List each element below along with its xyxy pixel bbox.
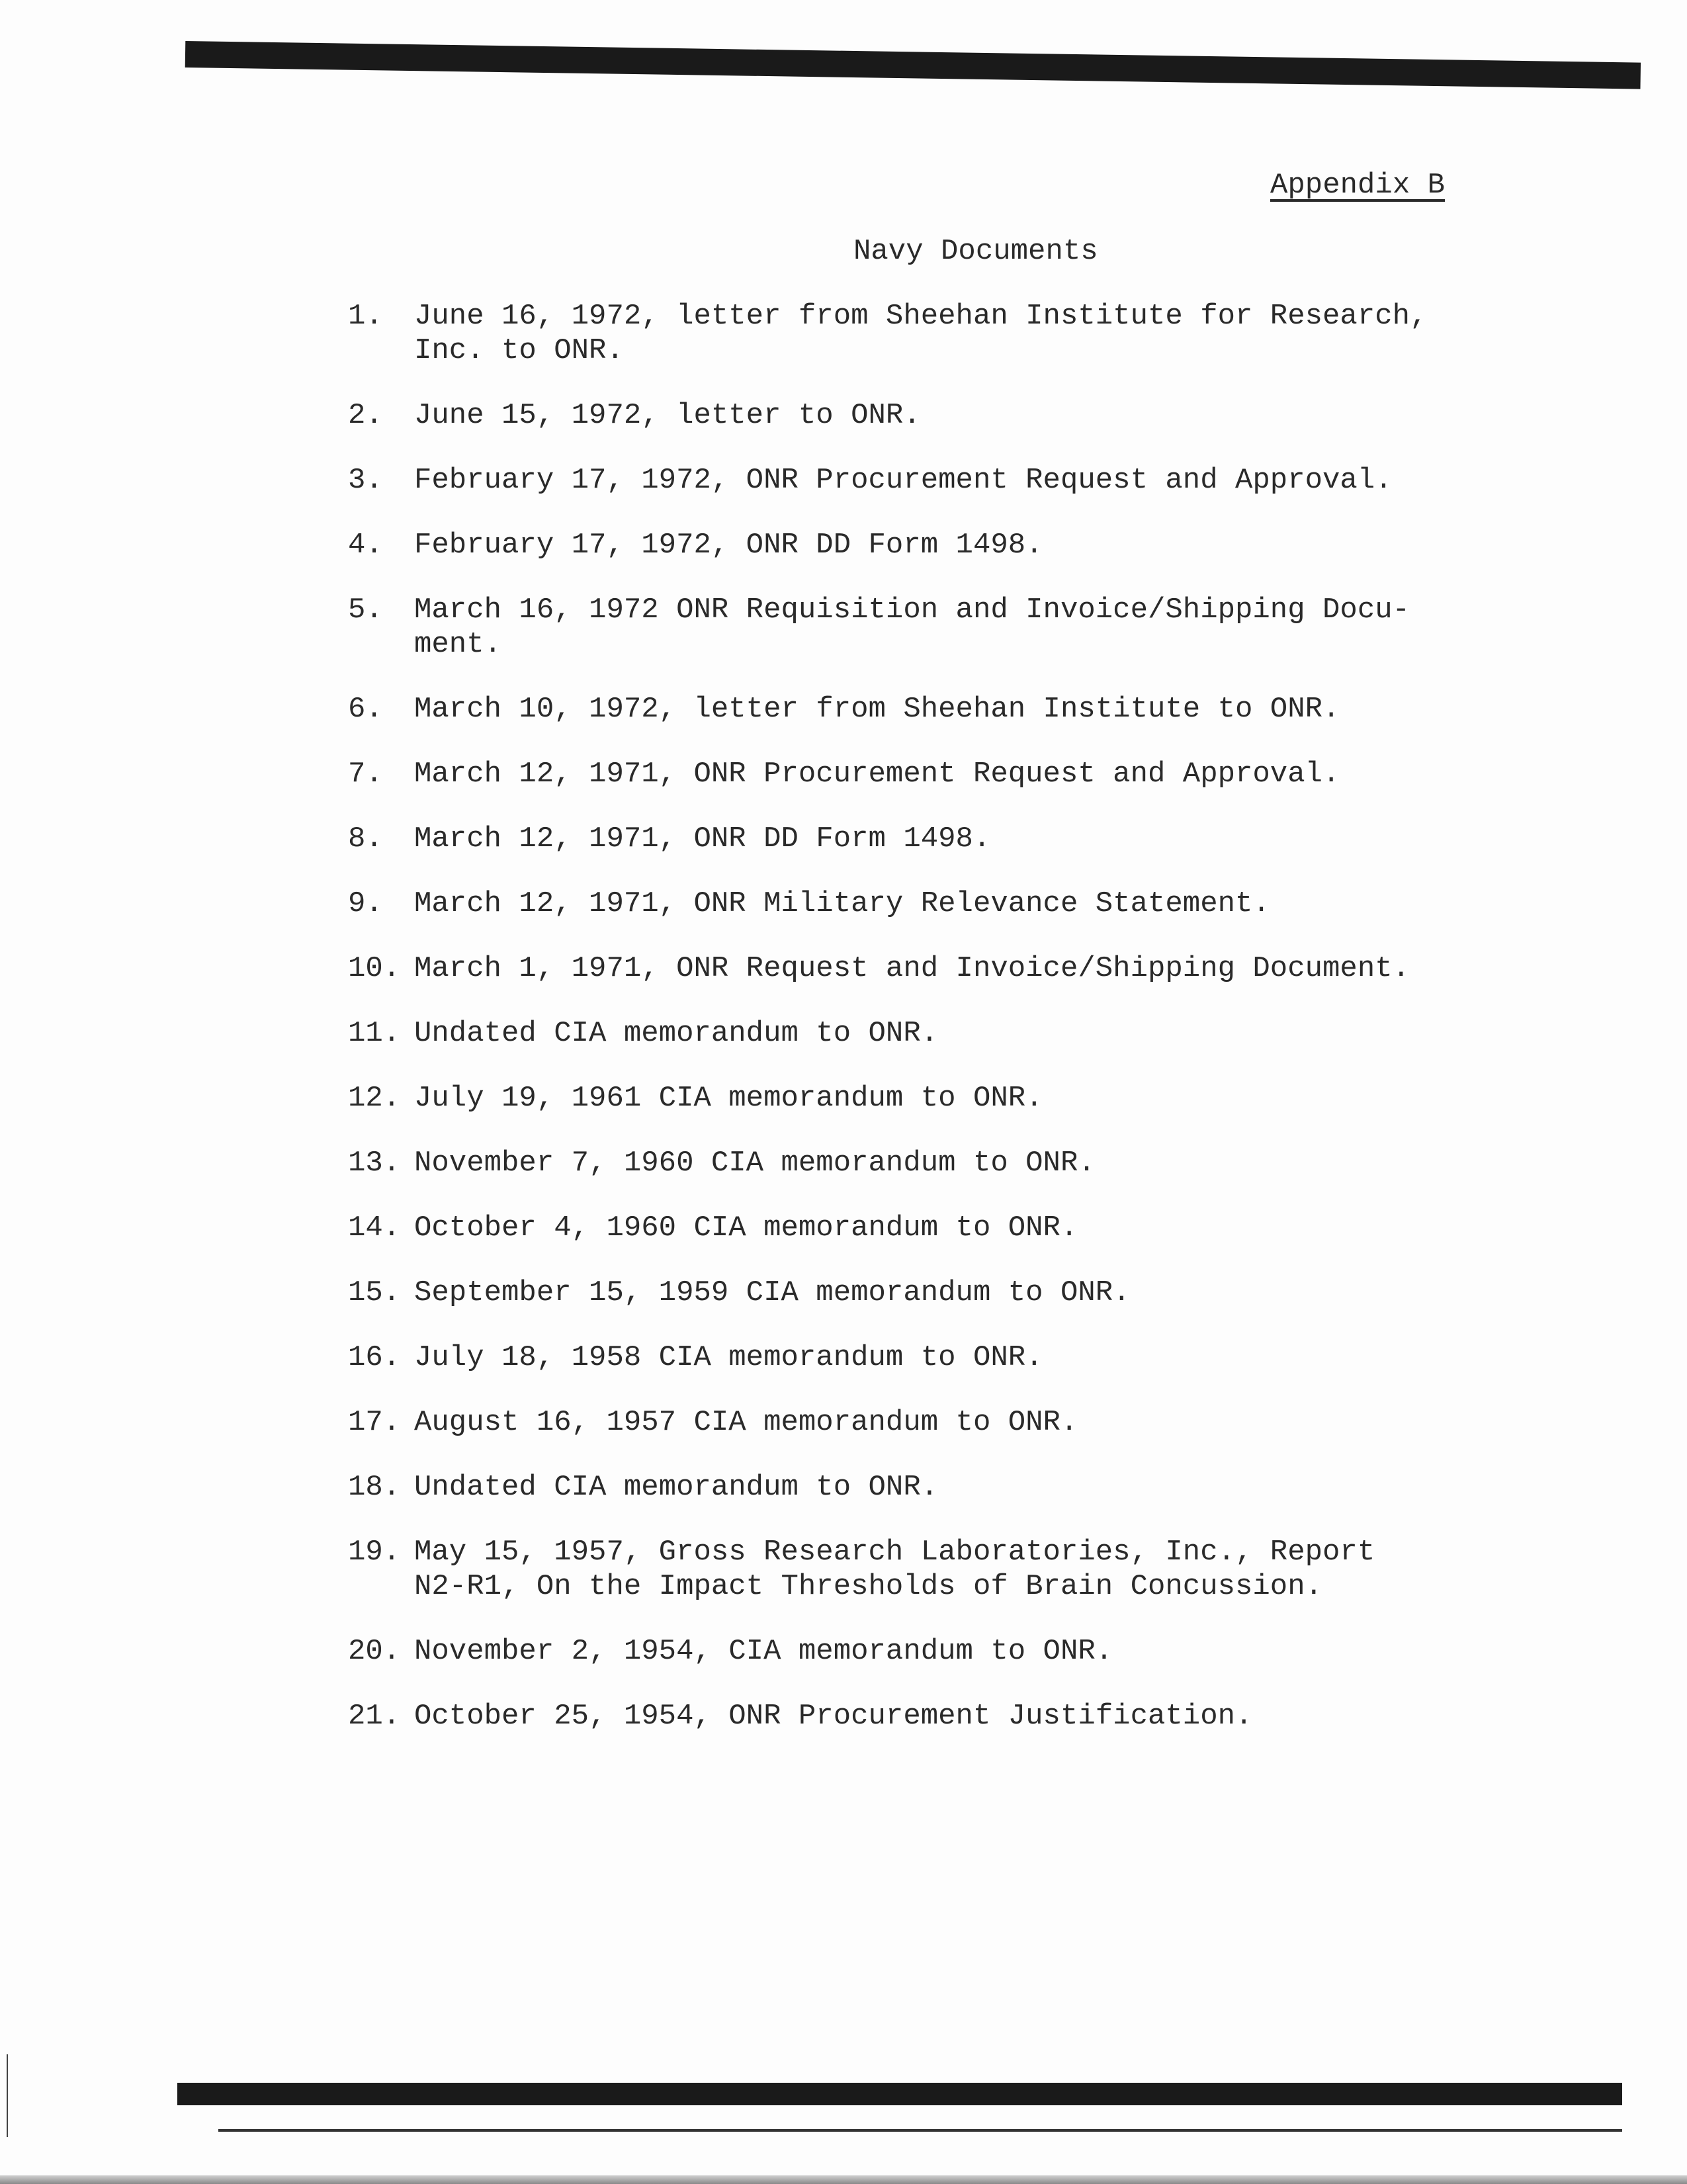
item-number: 21. xyxy=(348,1700,401,1733)
item-text: March 16, 1972 ONR Requisition and Invoice/Shipping Docu- ment. xyxy=(414,593,1410,661)
bottom-scan-bar xyxy=(177,2083,1622,2105)
item-number: 1. xyxy=(348,300,383,333)
item-text: Undated CIA memorandum to ONR. xyxy=(414,1017,939,1050)
item-text: October 25, 1954, ONR Procurement Justification. xyxy=(414,1700,1253,1733)
list-item xyxy=(304,299,1588,368)
list-item xyxy=(304,528,1588,562)
item-text: March 10, 1972, letter from Sheehan Institute to ONR. xyxy=(414,693,1340,726)
list-item xyxy=(304,1276,1588,1310)
item-number: 10. xyxy=(348,952,401,985)
list-item xyxy=(304,1470,1588,1505)
item-number: 2. xyxy=(348,399,383,432)
appendix-label: Appendix B xyxy=(1270,169,1446,202)
item-number: 4. xyxy=(348,529,383,562)
item-text: March 12, 1971, ONR DD Form 1498. xyxy=(414,822,991,855)
list-item xyxy=(304,1081,1588,1115)
item-text: March 12, 1971, ONR Military Relevance Statement. xyxy=(414,887,1270,920)
list-item xyxy=(304,1535,1588,1604)
item-text: October 4, 1960 CIA memorandum to ONR. xyxy=(414,1211,1078,1245)
page-bottom-edge xyxy=(0,2175,1687,2184)
list-item xyxy=(304,1016,1588,1051)
item-number: 3. xyxy=(348,464,383,497)
list-item xyxy=(304,1340,1588,1375)
item-text: July 19, 1961 CIA memorandum to ONR. xyxy=(414,1082,1043,1115)
list-item xyxy=(304,951,1588,986)
list-item xyxy=(304,1211,1588,1245)
item-text: February 17, 1972, ONR Procurement Request and Approval. xyxy=(414,464,1393,497)
item-text: September 15, 1959 CIA memorandum to ONR. xyxy=(414,1276,1131,1309)
list-item xyxy=(304,1405,1588,1440)
list-item xyxy=(304,398,1588,433)
item-text: March 1, 1971, ONR Request and Invoice/Shipping Document. xyxy=(414,952,1410,985)
item-text: November 2, 1954, CIA memorandum to ONR. xyxy=(414,1635,1113,1668)
scan-margin-mark xyxy=(7,2054,8,2137)
list-item xyxy=(304,1699,1588,1733)
item-number: 11. xyxy=(348,1017,401,1050)
item-text: March 12, 1971, ONR Procurement Request and Approval. xyxy=(414,758,1340,791)
item-number: 16. xyxy=(348,1341,401,1374)
item-text: June 15, 1972, letter to ONR. xyxy=(414,399,921,432)
list-item xyxy=(304,692,1588,726)
list-item xyxy=(304,1146,1588,1180)
list-item xyxy=(304,593,1588,662)
item-number: 6. xyxy=(348,693,383,726)
item-number: 13. xyxy=(348,1147,401,1180)
item-number: 12. xyxy=(348,1082,401,1115)
item-number: 15. xyxy=(348,1276,401,1309)
item-number: 8. xyxy=(348,822,383,855)
item-text: November 7, 1960 CIA memorandum to ONR. xyxy=(414,1147,1096,1180)
list-item xyxy=(304,463,1588,498)
item-text: June 16, 1972, letter from Sheehan Institute for Research, Inc. to ONR. xyxy=(414,300,1428,367)
item-text: Undated CIA memorandum to ONR. xyxy=(414,1471,939,1504)
list-item xyxy=(304,887,1588,921)
list-item xyxy=(304,822,1588,856)
section-title: Navy Documents xyxy=(853,235,1098,268)
item-number: 5. xyxy=(348,593,383,627)
bottom-rule xyxy=(218,2129,1622,2132)
item-number: 19. xyxy=(348,1536,401,1569)
item-number: 9. xyxy=(348,887,383,920)
item-number: 7. xyxy=(348,758,383,791)
top-scan-bar xyxy=(185,41,1641,89)
item-number: 20. xyxy=(348,1635,401,1668)
list-item xyxy=(304,757,1588,791)
document-list xyxy=(304,299,1588,1764)
item-number: 18. xyxy=(348,1471,401,1504)
item-text: August 16, 1957 CIA memorandum to ONR. xyxy=(414,1406,1078,1439)
item-text: February 17, 1972, ONR DD Form 1498. xyxy=(414,529,1043,562)
item-number: 17. xyxy=(348,1406,401,1439)
item-number: 14. xyxy=(348,1211,401,1245)
item-text: July 18, 1958 CIA memorandum to ONR. xyxy=(414,1341,1043,1374)
item-text: May 15, 1957, Gross Research Laboratories, Inc., Report N2-R1, On the Impact Thresholds of Brain Concussion. xyxy=(414,1536,1375,1603)
list-item xyxy=(304,1634,1588,1669)
